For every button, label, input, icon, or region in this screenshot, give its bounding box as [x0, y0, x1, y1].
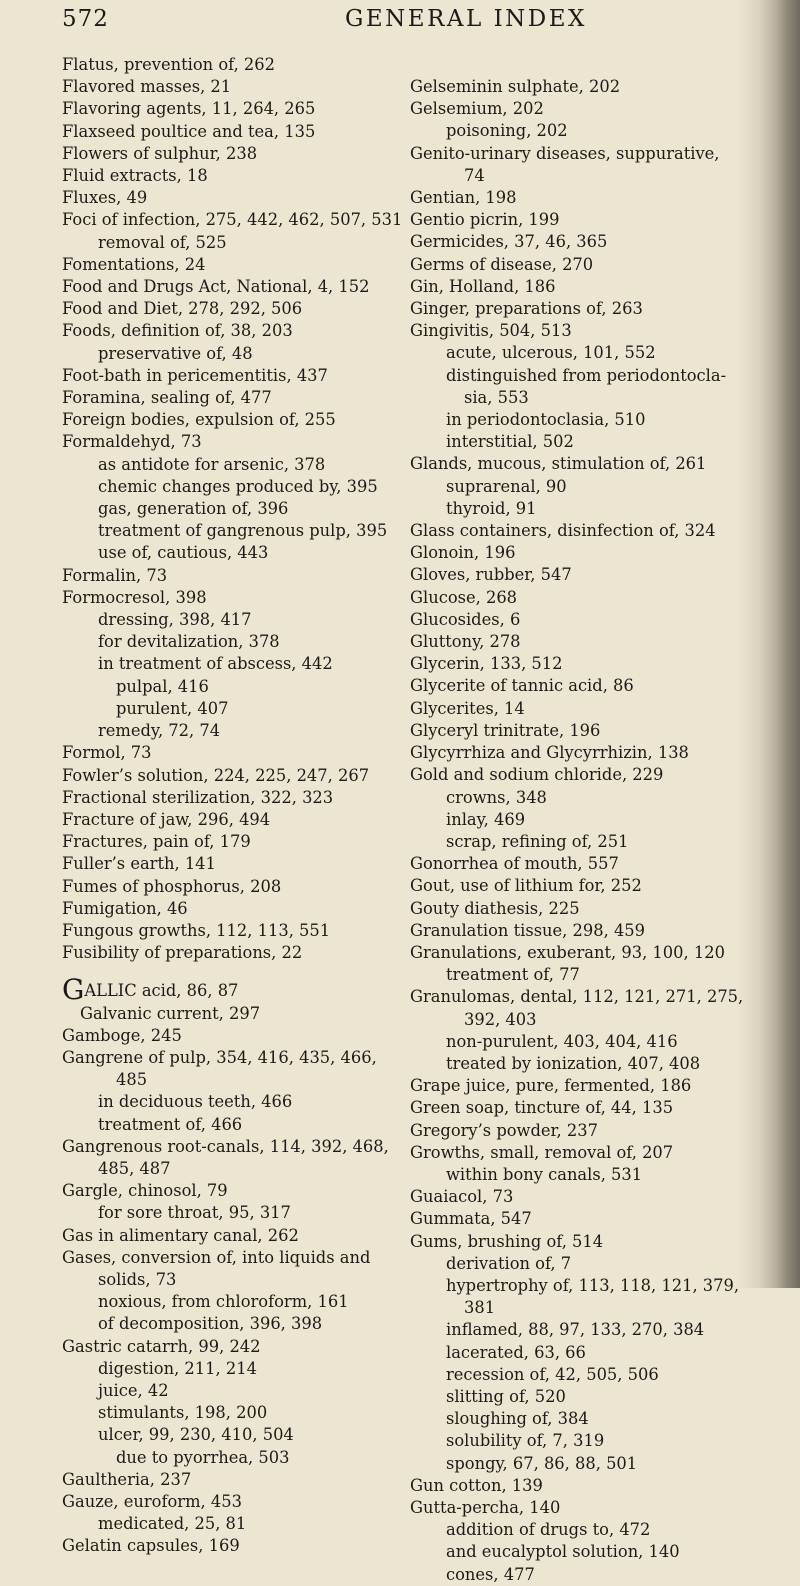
- index-entry: [62, 209, 403, 231]
- index-entry: [410, 1408, 740, 1430]
- index-entry: [410, 964, 740, 986]
- index-entry-text: of decomposition, 396, 398: [98, 1314, 323, 1334]
- index-entry-text: Gelatin capsules, 169: [62, 1536, 240, 1556]
- index-column-left: [62, 54, 403, 1558]
- index-entry: [62, 1424, 392, 1446]
- index-entry: [410, 365, 740, 387]
- index-entry: [62, 1291, 392, 1313]
- index-entry-text: Flavoring agents, 11, 264, 265: [62, 99, 316, 119]
- index-entry: [410, 1475, 740, 1497]
- index-entry-text: Flowers of sulphur, 238: [62, 143, 258, 163]
- index-entry-text: Fowler’s solution, 224, 225, 247, 267: [62, 765, 370, 785]
- index-entry-text: Gummata, 547: [410, 1209, 532, 1229]
- index-entry: [62, 1091, 392, 1113]
- index-entry: [410, 720, 740, 742]
- index-entry: [62, 1247, 392, 1269]
- index-entry: [62, 831, 392, 853]
- index-entry: [410, 387, 740, 409]
- index-entry: [62, 165, 392, 187]
- index-entry-text: Foods, definition of, 38, 203: [62, 321, 293, 341]
- index-entry-text: gas, generation of, 396: [98, 499, 289, 519]
- index-entry-text: Granulations, exuberant, 93, 100, 120: [410, 942, 725, 962]
- index-entry-text: Fuller’s earth, 141: [62, 854, 216, 874]
- index-entry: [62, 853, 392, 875]
- index-entry-text: Glyceryl trinitrate, 196: [410, 720, 601, 740]
- index-entry: [62, 254, 392, 276]
- index-entry-text: noxious, from chloroform, 161: [98, 1292, 349, 1312]
- index-entry-text: sia, 553: [464, 387, 529, 407]
- index-entry-text: treatment of, 77: [446, 965, 580, 985]
- index-entry-text: Gelseminin sulphate, 202: [410, 77, 621, 96]
- index-entry: [410, 320, 740, 342]
- index-entry-text: Glass containers, disinfection of, 324: [410, 521, 716, 541]
- index-entry: [62, 742, 392, 764]
- index-entry-text: Fusibility of preparations, 22: [62, 943, 303, 963]
- index-entry: [62, 1469, 392, 1491]
- index-entry: [62, 476, 392, 498]
- index-entry: [62, 765, 392, 787]
- index-entry-text: within bony canals, 531: [446, 1164, 643, 1184]
- index-entry: [62, 565, 392, 587]
- page-number: 572: [62, 6, 109, 32]
- index-entry-text: juice, 42: [98, 1380, 169, 1400]
- section-gap: [62, 964, 392, 978]
- index-entry-text: Gonorrhea of mouth, 557: [410, 854, 619, 874]
- index-entry-text: Gangrenous root-canals, 114, 392, 468,: [62, 1136, 389, 1156]
- section-drop-cap: G: [62, 973, 85, 1007]
- index-entry-text: Gargle, chinosol, 79: [62, 1181, 228, 1201]
- index-entry-text: inlay, 469: [446, 809, 526, 829]
- index-entry-text: slitting of, 520: [446, 1386, 566, 1406]
- index-entry: [410, 254, 740, 276]
- index-entry: [410, 1342, 740, 1364]
- index-entry: [62, 409, 392, 431]
- index-entry-text: for sore throat, 95, 317: [98, 1203, 291, 1223]
- index-entry-text: 485: [116, 1070, 148, 1090]
- index-entry: [410, 1231, 740, 1253]
- index-entry: [410, 120, 740, 142]
- index-entry-text: Glycyrrhiza and Glycyrrhizin, 138: [410, 743, 689, 763]
- index-entry-text: and eucalyptol solution, 140: [446, 1542, 680, 1562]
- index-entry: [62, 898, 392, 920]
- index-entry-text: Gluttony, 278: [410, 632, 521, 652]
- index-entry-text: thyroid, 91: [446, 498, 537, 518]
- index-entry: [62, 1047, 392, 1069]
- index-entry: [62, 365, 392, 387]
- index-entry: [62, 587, 392, 609]
- index-entry-text: Germicides, 37, 46, 365: [410, 232, 608, 252]
- index-entry: [62, 1114, 392, 1136]
- index-entry: [410, 609, 740, 631]
- index-entry-text: medicated, 25, 81: [98, 1514, 247, 1534]
- index-entry-text: Gouty diathesis, 225: [410, 898, 580, 918]
- index-entry-text: Glucose, 268: [410, 587, 518, 607]
- index-entry-text: spongy, 67, 86, 88, 501: [446, 1453, 638, 1473]
- index-entry-text: stimulants, 198, 200: [98, 1403, 268, 1423]
- index-entry: [410, 520, 740, 542]
- index-entry: [410, 698, 740, 720]
- index-entry: [62, 631, 392, 653]
- index-entry: [62, 320, 392, 342]
- index-entry: [62, 1358, 392, 1380]
- index-entry: [62, 498, 392, 520]
- index-entry-text: cones, 477: [446, 1564, 535, 1584]
- index-entry-text: Fungous growths, 112, 113, 551: [62, 920, 331, 940]
- index-entry: [62, 1513, 392, 1535]
- index-entry: [62, 1180, 392, 1202]
- index-entry-text: Growths, small, removal of, 207: [410, 1142, 674, 1162]
- index-entry-text: Grape juice, pure, fermented, 186: [410, 1076, 692, 1096]
- index-entry: [62, 520, 392, 542]
- index-entry-text: Gangrene of pulp, 354, 416, 435, 466,: [62, 1047, 377, 1067]
- index-entry: [62, 1225, 392, 1247]
- index-entry: [410, 1497, 740, 1519]
- index-entry-text: Ginger, preparations of, 263: [410, 299, 643, 319]
- index-entry-text: Fumigation, 46: [62, 898, 188, 918]
- index-entry-text: Glonoin, 196: [410, 543, 516, 563]
- index-entry: [410, 498, 740, 520]
- index-entry-text: treatment of, 466: [98, 1114, 243, 1134]
- index-entry: [62, 609, 392, 631]
- index-entry: [410, 1097, 740, 1119]
- index-entry-text: Glycerites, 14: [410, 698, 525, 718]
- index-entry-text: in periodontoclasia, 510: [446, 410, 646, 430]
- index-entry: [62, 76, 392, 98]
- index-entry: [62, 542, 392, 564]
- index-entry-text: Flaxseed poultice and tea, 135: [62, 121, 316, 141]
- index-entry-text: in deciduous teeth, 466: [98, 1092, 293, 1112]
- index-entry-text: Gin, Holland, 186: [410, 276, 556, 296]
- index-entry-text: pulpal, 416: [116, 676, 209, 696]
- index-entry: [62, 942, 392, 964]
- index-entry-text: Gold and sodium chloride, 229: [410, 765, 664, 785]
- index-entry-text: Gums, brushing of, 514: [410, 1231, 604, 1251]
- index-entry: [410, 476, 740, 498]
- index-entry: [410, 742, 740, 764]
- index-entry-text: crowns, 348: [446, 787, 547, 807]
- index-entry: [410, 1075, 740, 1097]
- index-entry: [62, 1202, 392, 1224]
- index-entry-text: treatment of gangrenous pulp, 395: [98, 521, 388, 541]
- index-entry: [410, 1208, 740, 1230]
- page-title: GENERAL INDEX: [345, 6, 587, 32]
- index-entry-text: dressing, 398, 417: [98, 610, 252, 630]
- index-entry: [410, 853, 740, 875]
- index-entry-text: scrap, refining of, 251: [446, 831, 629, 851]
- index-entry-text: as antidote for arsenic, 378: [98, 454, 326, 474]
- index-entry: [62, 1069, 392, 1091]
- index-entry-text: 74: [464, 165, 485, 185]
- index-entry-text: ALLIC acid, 86, 87: [84, 981, 239, 1001]
- index-entry-text: distinguished from periodontocla-: [446, 365, 727, 385]
- index-entry-text: acute, ulcerous, 101, 552: [446, 343, 656, 363]
- index-entry-text: Germs of disease, 270: [410, 254, 594, 274]
- index-entry-text: Fluid extracts, 18: [62, 166, 208, 186]
- index-entry: [410, 653, 740, 675]
- index-entry: [410, 1453, 740, 1475]
- index-entry: [62, 343, 392, 365]
- index-entry-text: Genito-urinary diseases, suppurative,: [410, 143, 720, 163]
- index-entry-text: Gelsemium, 202: [410, 99, 544, 119]
- index-entry: [62, 973, 392, 1007]
- index-entry: [410, 165, 740, 187]
- index-entry: [62, 676, 392, 698]
- index-entry-text: Flatus, prevention of, 262: [62, 55, 275, 74]
- index-entry: [62, 876, 392, 898]
- index-entry: [410, 298, 740, 320]
- index-entry-text: addition of drugs to, 472: [446, 1520, 651, 1540]
- index-entry: [410, 276, 740, 298]
- index-entry: [410, 453, 740, 475]
- index-entry-text: interstitial, 502: [446, 432, 574, 452]
- index-entry: [62, 121, 392, 143]
- index-entry: [410, 1297, 740, 1319]
- index-entry: [62, 1336, 392, 1358]
- index-entry-text: suprarenal, 90: [446, 476, 567, 496]
- index-entry-text: Granulation tissue, 298, 459: [410, 920, 646, 940]
- index-entry: [410, 898, 740, 920]
- index-entry: [410, 409, 740, 431]
- index-entry-text: Glucosides, 6: [410, 609, 521, 629]
- index-entry: [62, 809, 392, 831]
- index-entry-text: Gentio picrin, 199: [410, 210, 560, 230]
- index-entry-text: Formocresol, 398: [62, 587, 207, 607]
- index-entry: [410, 587, 740, 609]
- index-entry: [410, 564, 740, 586]
- index-entry: [410, 809, 740, 831]
- index-entry: [410, 1430, 740, 1452]
- index-entry: [62, 1402, 392, 1424]
- index-entry-text: Foramina, sealing of, 477: [62, 388, 272, 408]
- index-entry-text: Gout, use of lithium for, 252: [410, 876, 642, 896]
- index-entry-text: Foot-bath in pericementitis, 437: [62, 365, 328, 385]
- index-entry: [410, 631, 740, 653]
- index-entry-text: Fluxes, 49: [62, 188, 148, 208]
- index-entry: [410, 675, 740, 697]
- index-entry: [410, 1009, 740, 1031]
- index-entry: [62, 54, 392, 76]
- index-entry: [62, 698, 392, 720]
- index-entry: [410, 1253, 740, 1275]
- index-entry-text: non-purulent, 403, 404, 416: [446, 1031, 678, 1051]
- index-entry-text: Food and Drugs Act, National, 4, 152: [62, 277, 370, 297]
- index-entry: [410, 1275, 740, 1297]
- index-entry-text: inflamed, 88, 97, 133, 270, 384: [446, 1320, 705, 1340]
- index-entry-text: purulent, 407: [116, 698, 229, 718]
- index-entry: [62, 431, 392, 453]
- index-entry: [62, 1003, 392, 1025]
- index-entry: [62, 276, 392, 298]
- index-entry-text: remedy, 72, 74: [98, 721, 221, 741]
- index-entry: [410, 143, 740, 165]
- index-entry-text: use of, cautious, 443: [98, 543, 269, 563]
- index-entry-text: Fomentations, 24: [62, 254, 206, 274]
- index-entry-text: solids, 73: [98, 1269, 177, 1289]
- index-entry: [62, 298, 392, 320]
- index-entry-text: Gauze, euroform, 453: [62, 1492, 242, 1511]
- index-entry: [410, 542, 740, 564]
- index-entry-text: Gastric catarrh, 99, 242: [62, 1336, 261, 1356]
- index-entry: [62, 387, 392, 409]
- index-entry: [62, 1380, 392, 1402]
- index-entry: [410, 209, 740, 231]
- index-entry-text: Fracture of jaw, 296, 494: [62, 809, 271, 829]
- index-entry-text: Formalin, 73: [62, 565, 168, 585]
- index-entry: [410, 875, 740, 897]
- index-entry-text: Fractures, pain of, 179: [62, 832, 251, 852]
- index-entry: [410, 1142, 740, 1164]
- index-entry: [62, 454, 392, 476]
- index-entry: [410, 1386, 740, 1408]
- index-entry-text: Formol, 73: [62, 743, 152, 763]
- index-entry: [62, 1535, 392, 1557]
- index-entry-text: derivation of, 7: [446, 1253, 572, 1273]
- index-entry: [62, 653, 392, 675]
- index-entry-text: recession of, 42, 505, 506: [446, 1364, 659, 1384]
- index-entry: [410, 431, 740, 453]
- index-entry-text: digestion, 211, 214: [98, 1358, 257, 1378]
- index-entry: [410, 1319, 740, 1341]
- index-entry: [410, 76, 740, 98]
- index-entry-text: removal of, 525: [98, 232, 227, 252]
- index-entry: [410, 231, 740, 253]
- index-entry-text: hypertrophy of, 113, 118, 121, 379,: [446, 1275, 740, 1295]
- index-entry-text: solubility of, 7, 319: [446, 1431, 605, 1451]
- index-entry-text: Gloves, rubber, 547: [410, 565, 572, 585]
- index-entry-text: Gases, conversion of, into liquids and: [62, 1247, 371, 1267]
- index-entry-text: Glycerin, 133, 512: [410, 654, 563, 674]
- index-entry: [62, 98, 392, 120]
- index-entry-text: sloughing of, 384: [446, 1409, 589, 1429]
- index-entry: [62, 1025, 392, 1047]
- index-entry-text: 392, 403: [464, 1009, 537, 1029]
- index-entry-text: Gamboge, 245: [62, 1025, 182, 1045]
- index-entry: [410, 920, 740, 942]
- index-entry-text: Gregory’s powder, 237: [410, 1120, 598, 1140]
- index-entry-text: in treatment of abscess, 442: [98, 654, 333, 674]
- index-entry: [410, 1541, 740, 1563]
- index-entry-text: Gingivitis, 504, 513: [410, 321, 572, 341]
- index-entry: [410, 1364, 740, 1386]
- index-entry: [62, 1136, 392, 1158]
- index-entry: [410, 1031, 740, 1053]
- index-entry-text: Gun cotton, 139: [410, 1475, 543, 1495]
- index-entry: [62, 187, 392, 209]
- index-entry-text: Formaldehyd, 73: [62, 432, 202, 452]
- index-entry-text: for devitalization, 378: [98, 632, 280, 652]
- page-edge-shadow: [738, 0, 800, 1288]
- index-entry: [62, 1447, 392, 1469]
- index-entry: [62, 1491, 392, 1513]
- index-entry: [410, 942, 740, 964]
- index-entry: [410, 187, 740, 209]
- index-entry: [410, 986, 744, 1008]
- index-entry-text: preservative of, 48: [98, 343, 253, 363]
- index-entry-text: Flavored masses, 21: [62, 77, 232, 97]
- index-entry-text: Gaultheria, 237: [62, 1469, 192, 1489]
- index-entry-text: 381: [464, 1298, 496, 1318]
- index-entry: [62, 1158, 392, 1180]
- index-entry-text: treated by ionization, 407, 408: [446, 1053, 701, 1073]
- index-entry-text: Gutta-percha, 140: [410, 1498, 561, 1517]
- index-entry-text: lacerated, 63, 66: [446, 1342, 586, 1362]
- index-entry: [62, 720, 392, 742]
- page-header: [62, 6, 662, 46]
- index-entry-text: Fractional sterilization, 322, 323: [62, 787, 334, 807]
- index-entry-text: Glycerite of tannic acid, 86: [410, 676, 634, 696]
- index-entry-text: Foreign bodies, expulsion of, 255: [62, 410, 336, 430]
- index-entry: [62, 920, 392, 942]
- index-entry: [410, 1186, 740, 1208]
- index-entry: [410, 831, 740, 853]
- index-entry: [410, 1053, 740, 1075]
- index-entry-text: due to pyorrhea, 503: [116, 1447, 290, 1467]
- index-entry: [62, 1313, 392, 1335]
- index-entry-text: Guaiacol, 73: [410, 1187, 514, 1207]
- index-entry-text: ulcer, 99, 230, 410, 504: [98, 1425, 294, 1445]
- index-entry: [410, 98, 740, 120]
- index-entry-text: Granulomas, dental, 112, 121, 271, 275,: [410, 987, 744, 1007]
- index-entry-text: Galvanic current, 297: [80, 1003, 261, 1023]
- index-entry-text: Gas in alimentary canal, 262: [62, 1225, 299, 1245]
- index-entry-text: Green soap, tincture of, 44, 135: [410, 1098, 674, 1118]
- index-entry: [410, 764, 740, 786]
- index-entry-text: chemic changes produced by, 395: [98, 476, 378, 496]
- index-entry: [62, 787, 392, 809]
- index-entry-text: Food and Diet, 278, 292, 506: [62, 299, 303, 319]
- index-entry: [62, 232, 392, 254]
- index-entry-text: poisoning, 202: [446, 121, 568, 141]
- index-entry: [62, 143, 392, 165]
- index-entry-text: Fumes of phosphorus, 208: [62, 876, 282, 896]
- index-entry-text: 485, 487: [98, 1158, 171, 1178]
- index-entry-text: Glands, mucous, stimulation of, 261: [410, 454, 707, 474]
- index-entry: [410, 787, 740, 809]
- index-entry-text: Foci of infection, 275, 442, 462, 507, 531: [62, 210, 403, 230]
- index-entry: [410, 1564, 740, 1586]
- index-entry: [410, 1519, 740, 1541]
- index-entry: [410, 1164, 740, 1186]
- index-column-right: [410, 76, 744, 1586]
- index-entry-text: Gentian, 198: [410, 188, 517, 208]
- index-entry: [410, 1120, 740, 1142]
- index-entry: [410, 342, 740, 364]
